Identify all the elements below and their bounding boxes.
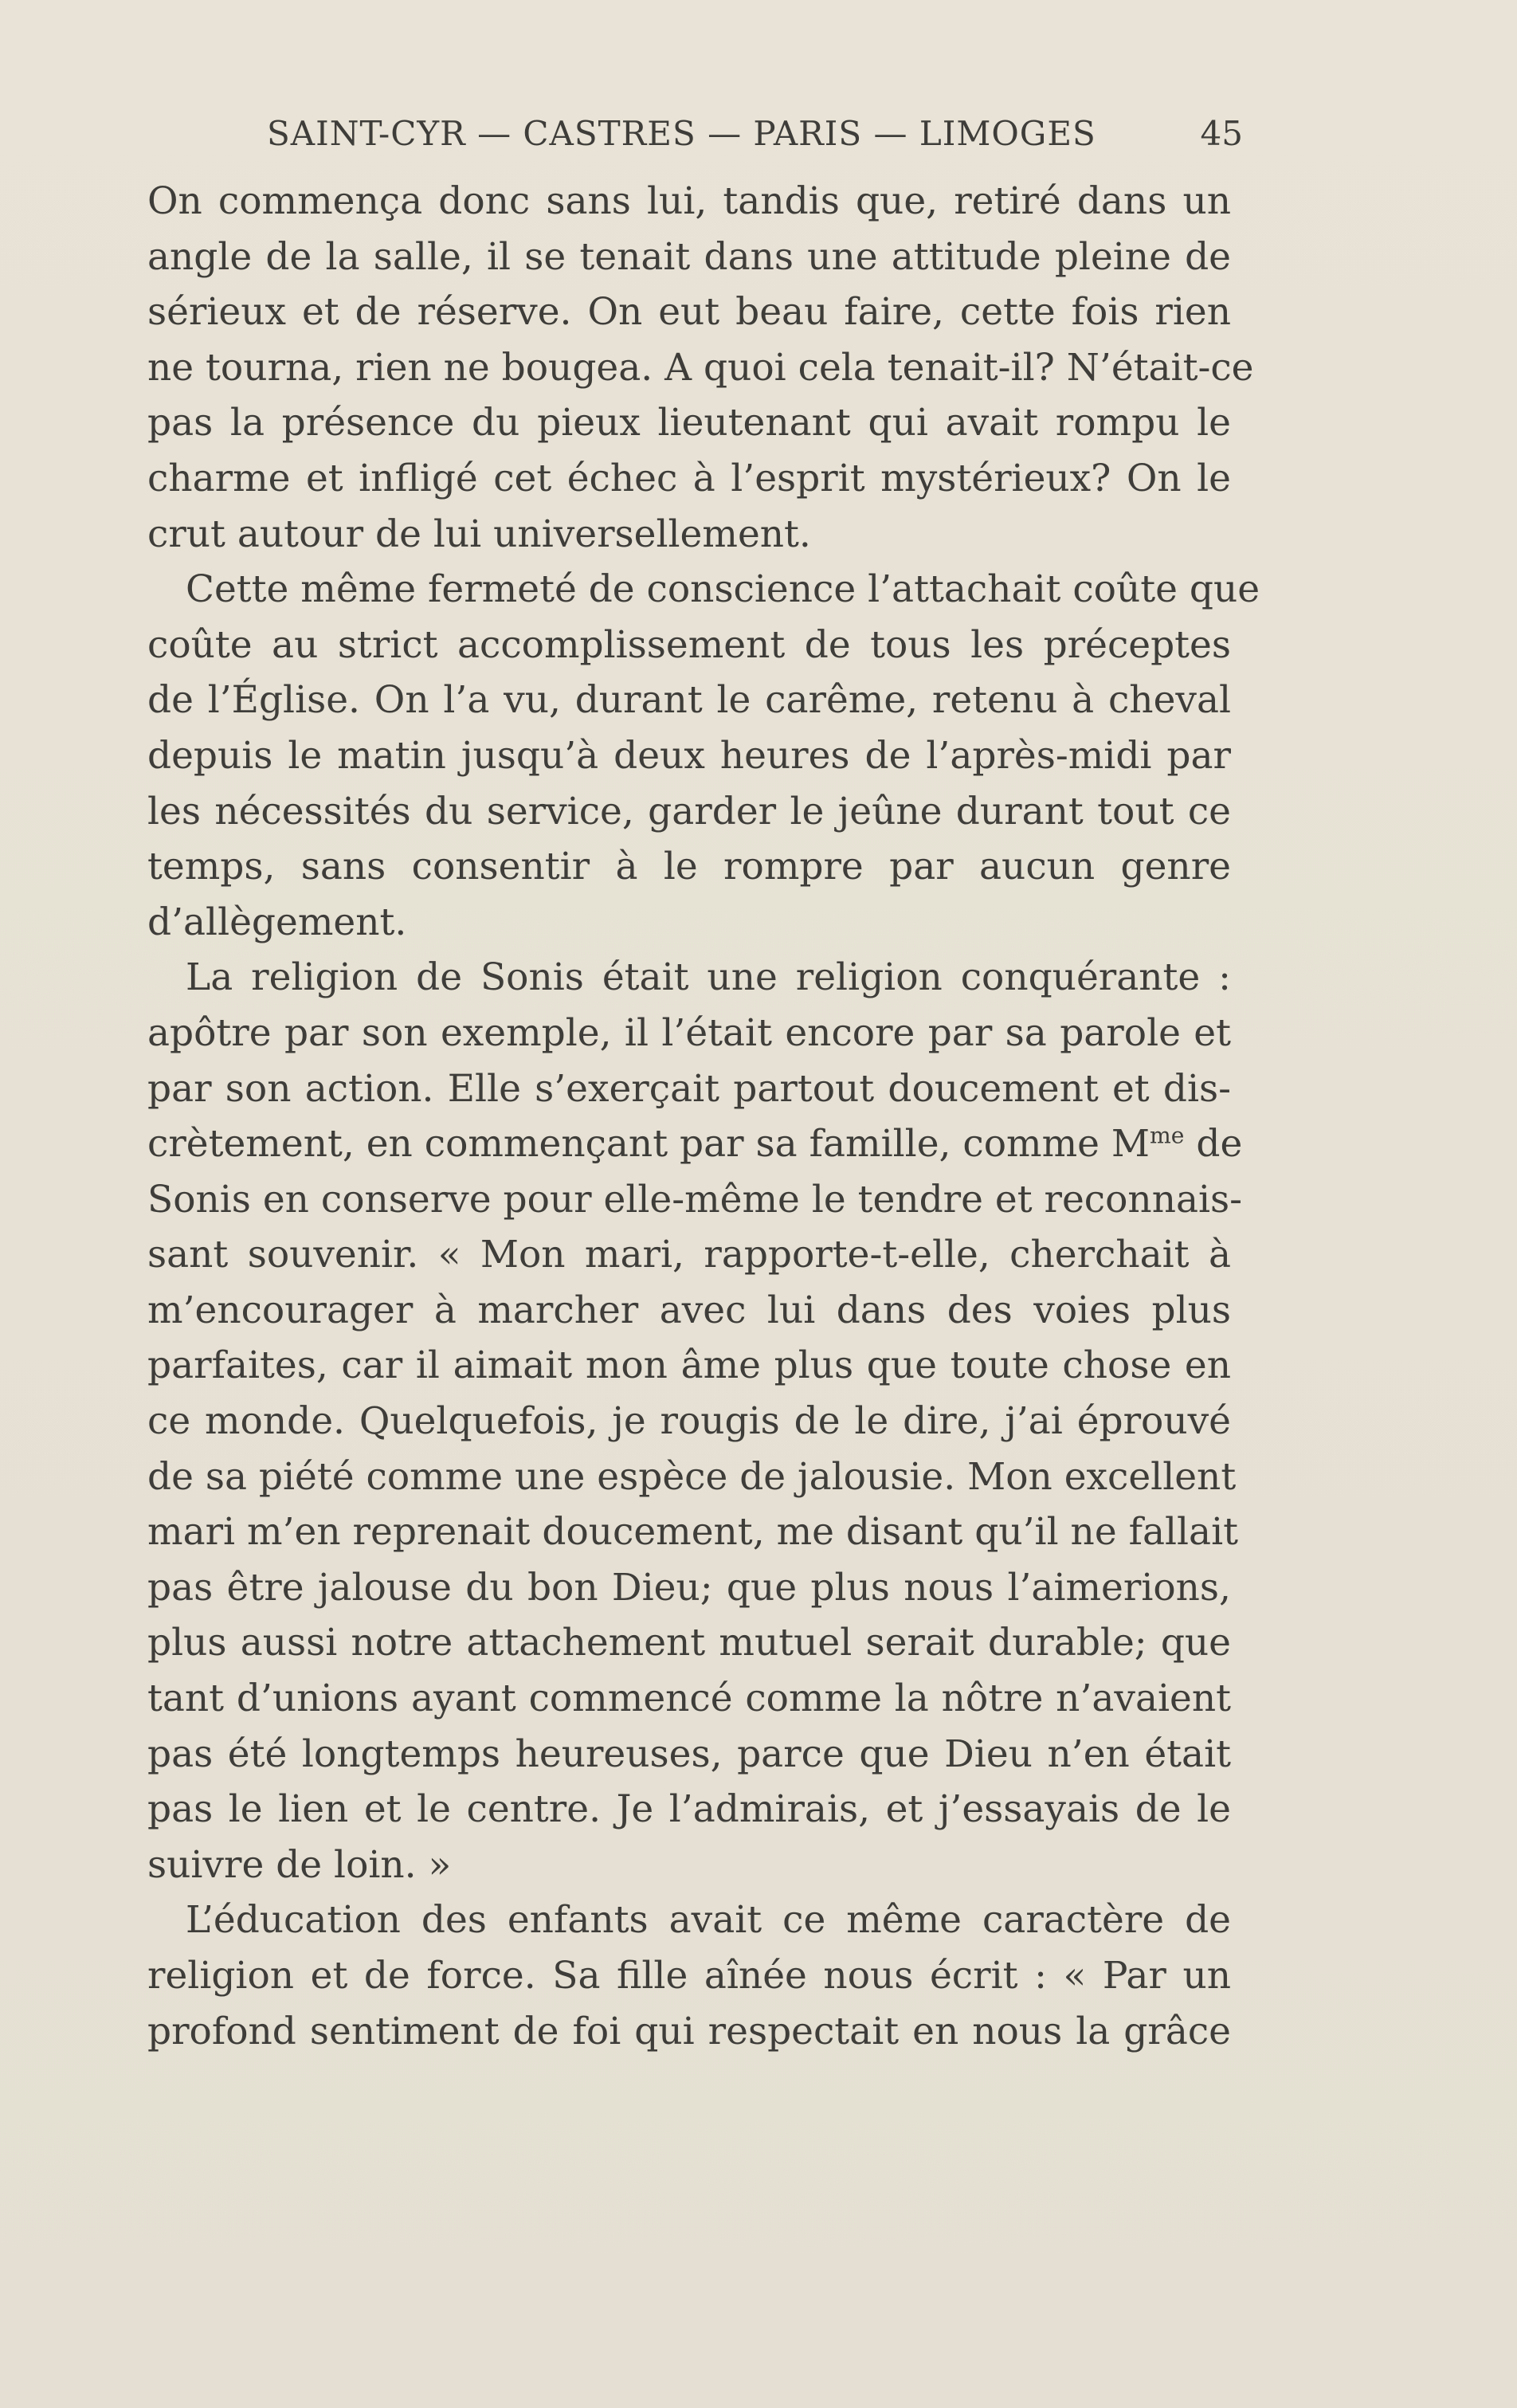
text-line: depuis le matin jusqu’à deux heures de l’après-midi par xyxy=(147,733,1231,778)
text-line: parfaites, car il aimait mon âme plus que toute chose en xyxy=(147,1343,1231,1388)
text-line: sérieux et de réserve. On eut beau faire, cette fois rien xyxy=(147,290,1231,335)
text-line: suivre de loin. » xyxy=(147,1842,452,1887)
text-line: sant souvenir. « Mon mari, rapporte-t-elle, cherchait à xyxy=(147,1233,1231,1277)
text-line: On commença donc sans lui, tandis que, retiré dans un xyxy=(147,179,1231,223)
text-line: coûte au strict accomplissement de tous les préceptes xyxy=(147,622,1231,667)
text-line: temps, sans consentir à le rompre par aucun genre xyxy=(147,845,1231,889)
text-line: ce monde. Quelquefois, je rougis de le dire, j’ai éprouvé xyxy=(147,1399,1231,1444)
text-line: les nécessités du service, garder le jeûne durant tout ce xyxy=(147,789,1231,833)
text-line: pas été longtemps heureuses, parce que Dieu n’en était xyxy=(147,1731,1231,1776)
text-line: tant d’unions ayant commencé comme la nôtre n’avaient xyxy=(147,1677,1231,1721)
text-line: m’encourager à marcher avec lui dans des voies plus xyxy=(147,1288,1231,1332)
text-line: plus aussi notre attachement mutuel serait durable; que xyxy=(147,1621,1231,1665)
text-line: apôtre par son exemple, il l’était encore par sa parole et xyxy=(147,1010,1231,1055)
line-text: crètement, en commençant par sa famille, comme M xyxy=(147,1122,1150,1167)
text-line: Cette même fermeté de conscience l’attachait coûte que xyxy=(186,567,1260,612)
text-line: ne tourna, rien ne bougea. A quoi cela tenait-il? N’était-ce xyxy=(147,345,1254,390)
body-text xyxy=(147,174,1260,2059)
text-line: pas être jalouse du bon Dieu; que plus nous l’aimerions, xyxy=(147,1565,1231,1610)
text-line: profond sentiment de foi qui respectait en nous la grâce xyxy=(147,2009,1231,2053)
text-line: angle de la salle, il se tenait dans une attitude pleine de xyxy=(147,234,1231,279)
text-line: par son action. Elle s’exerçait partout doucement et dis- xyxy=(147,1066,1231,1111)
superscript: me xyxy=(1150,1122,1185,1149)
page-number: 45 xyxy=(1200,114,1243,153)
text-line: de l’Église. On l’a vu, durant le carême, retenu à cheval xyxy=(147,678,1231,723)
text-line xyxy=(147,1116,1243,1172)
running-title: SAINT-CYR — CASTRES — PARIS — LIMOGES xyxy=(267,114,1096,153)
text-line: d’allègement. xyxy=(147,900,407,944)
line-tail: de xyxy=(1184,1122,1243,1167)
text-line: charme et infligé cet échec à l’esprit mystérieux? On le xyxy=(147,456,1231,500)
text-line: religion et de force. Sa fille aînée nous écrit : « Par un xyxy=(147,1954,1231,1998)
text-line: L’éducation des enfants avait ce même caractère de xyxy=(186,1898,1231,1943)
text-line: mari m’en reprenait doucement, me disant qu’il ne fallait xyxy=(147,1510,1238,1555)
text-line: La religion de Sonis était une religion conquérante : xyxy=(186,955,1231,1000)
running-head xyxy=(267,110,1243,158)
text-line: de sa piété comme une espèce de jalousie. Mon excellent xyxy=(147,1454,1237,1499)
text-line: pas la présence du pieux lieutenant qui avait rompu le xyxy=(147,401,1231,445)
text-line: Sonis en conserve pour elle-même le tendre et reconnais- xyxy=(147,1177,1243,1222)
text-line: pas le lien et le centre. Je l’admirais, et j’essayais de le xyxy=(147,1787,1231,1832)
text-line: crut autour de lui universellement. xyxy=(147,512,811,556)
